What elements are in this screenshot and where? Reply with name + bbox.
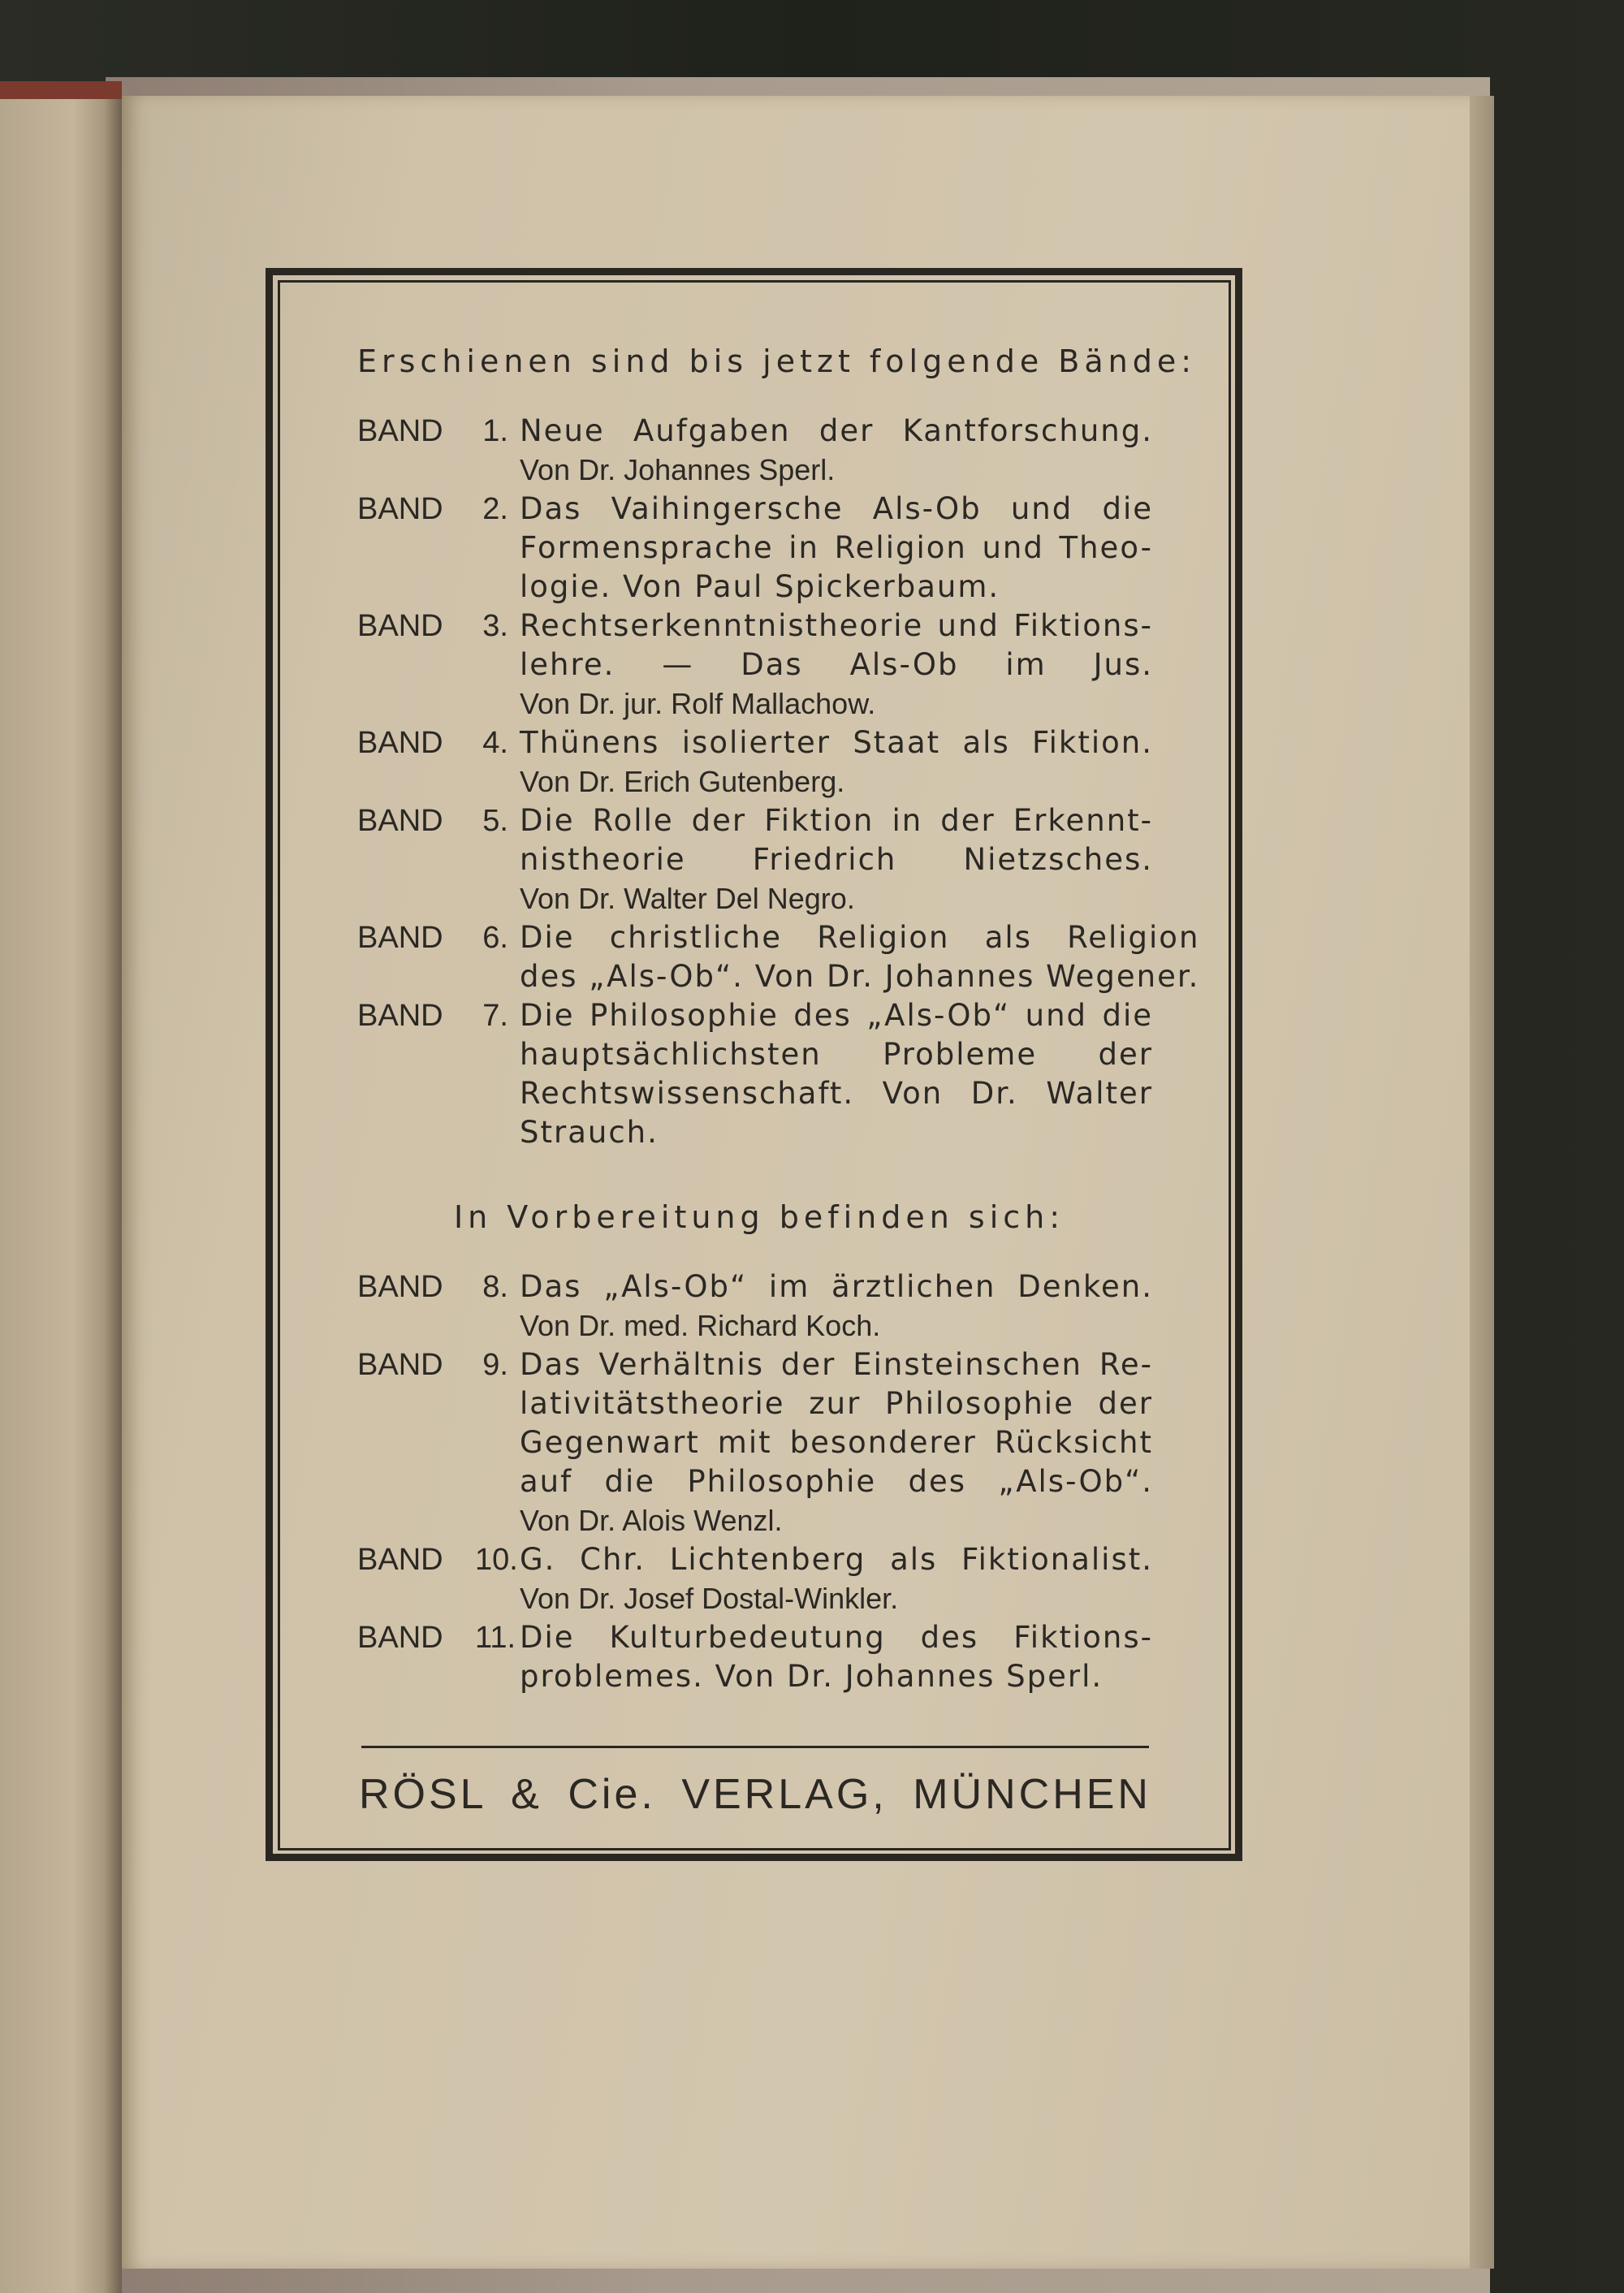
volume-line: Neue Aufgaben der Kantforschung. (520, 413, 1153, 448)
volume-entry (357, 412, 1153, 490)
volume-line: nistheorie Friedrich Nietzsches. (520, 842, 1153, 877)
band-number: 11. (475, 1621, 516, 1655)
volume-line: logie. Von Paul Spickerbaum. (520, 569, 1000, 604)
volume-entry (357, 918, 1200, 996)
band-label: BAND (357, 999, 443, 1033)
volume-line: Von Dr. Erich Gutenberg. (520, 765, 845, 798)
volume-line: Die Philosophie des „Als-Ob“ und die (520, 998, 1153, 1033)
volume-line: des „Als-Ob“. Von Dr. Johannes Wegener. (520, 959, 1200, 994)
volume-description (520, 996, 1153, 1152)
volume-line: Das „Als-Ob“ im ärztlichen Denken. (520, 1269, 1153, 1304)
volume-line: auf die Philosophie des „Als-Ob“. (520, 1464, 1153, 1499)
band-label: BAND (357, 1348, 443, 1382)
volume-description (520, 801, 1153, 918)
band-label: BAND (357, 1621, 443, 1655)
volume-line: Von Dr. jur. Rolf Mallachow. (520, 687, 876, 720)
upcoming-volumes-list (357, 1267, 1153, 1696)
volume-description (520, 1618, 1153, 1696)
band-label: BAND (357, 609, 443, 643)
volume-description (520, 490, 1153, 607)
volume-line: Die Rolle der Fiktion in der Erkennt- (520, 803, 1153, 838)
volume-line: lativitätstheorie zur Philosophie der (520, 1386, 1153, 1421)
volume-line: G. Chr. Lichtenberg als Fiktionalist. (520, 1542, 1153, 1577)
band-number: 2. (482, 492, 508, 526)
volume-entry (357, 1345, 1153, 1540)
band-label: BAND (357, 1270, 443, 1304)
volume-entry (357, 607, 1153, 723)
volume-description (520, 723, 1153, 801)
band-label: BAND (357, 492, 443, 526)
volume-entry (357, 996, 1153, 1152)
band-label: BAND (357, 804, 443, 838)
volume-line: Formensprache in Religion und Theo- (520, 530, 1153, 565)
band-label: BAND (357, 921, 443, 955)
volume-line: Die Kulturbedeutung des Fiktions- (520, 1620, 1153, 1655)
volume-description (520, 918, 1199, 996)
band-number: 5. (482, 804, 508, 838)
band-number: 3. (482, 609, 508, 643)
volume-entry (357, 801, 1153, 918)
volume-line: Von Dr. Alois Wenzl. (520, 1504, 783, 1537)
band-number: 7. (482, 999, 508, 1033)
published-heading: Erschienen sind bis jetzt folgende Bände: (357, 343, 1197, 379)
volume-line: Rechtswissenschaft. Von Dr. Walter (520, 1076, 1153, 1111)
band-number: 1. (482, 414, 508, 448)
band-number: 4. (482, 726, 508, 760)
volume-line: problemes. Von Dr. Johannes Sperl. (520, 1659, 1104, 1694)
band-label: BAND (357, 1543, 443, 1577)
volume-line: Rechtserkenntnistheorie und Fiktions- (520, 608, 1153, 643)
volume-description (520, 607, 1153, 723)
volume-line: Gegenwart mit besonderer Rücksicht (520, 1425, 1153, 1460)
volume-line: Das Verhältnis der Einsteinschen Re- (520, 1347, 1153, 1382)
volume-line: Das Vaihingersche Als-Ob und die (520, 491, 1153, 526)
volume-line: lehre. — Das Als-Ob im Jus. (520, 647, 1153, 682)
band-label: BAND (357, 414, 443, 448)
volume-line: Thünens isolierter Staat als Fiktion. (520, 725, 1153, 760)
volume-entry (357, 1267, 1153, 1345)
volume-description (520, 1540, 1153, 1618)
divider-rule (361, 1746, 1149, 1748)
published-volumes-list (357, 412, 1200, 1152)
book-list (357, 329, 1200, 1696)
volume-line: Strauch. (520, 1115, 659, 1150)
band-number: 6. (482, 921, 508, 955)
page-fore-edge (1470, 96, 1494, 2269)
volume-entry (357, 1540, 1153, 1618)
volume-entry (357, 723, 1153, 801)
band-label: BAND (357, 726, 443, 760)
volume-line: Von Dr. Johannes Sperl. (520, 453, 836, 486)
volume-line: Von Dr. Josef Dostal-Winkler. (520, 1582, 899, 1615)
publisher-imprint: RÖSL & Cie. VERLAG, MÜNCHEN (359, 1771, 1151, 1818)
band-number: 8. (482, 1270, 508, 1304)
band-number: 9. (482, 1348, 508, 1382)
band-number: 10. (475, 1543, 518, 1577)
volume-line: Die christliche Religion als Religion (520, 920, 1200, 955)
volume-description (520, 1345, 1153, 1540)
volume-line: Von Dr. med. Richard Koch. (520, 1309, 881, 1342)
volume-description (520, 412, 1153, 490)
facing-page-edge (0, 81, 122, 2293)
volume-entry (357, 490, 1153, 607)
volume-line: hauptsächlichsten Probleme der (520, 1037, 1153, 1072)
volume-line: Von Dr. Walter Del Negro. (520, 882, 855, 915)
volume-description (520, 1267, 1153, 1345)
volume-entry (357, 1618, 1153, 1696)
binding-edge (0, 81, 122, 99)
upcoming-heading: In Vorbereitung befinden sich: (453, 1199, 1065, 1235)
